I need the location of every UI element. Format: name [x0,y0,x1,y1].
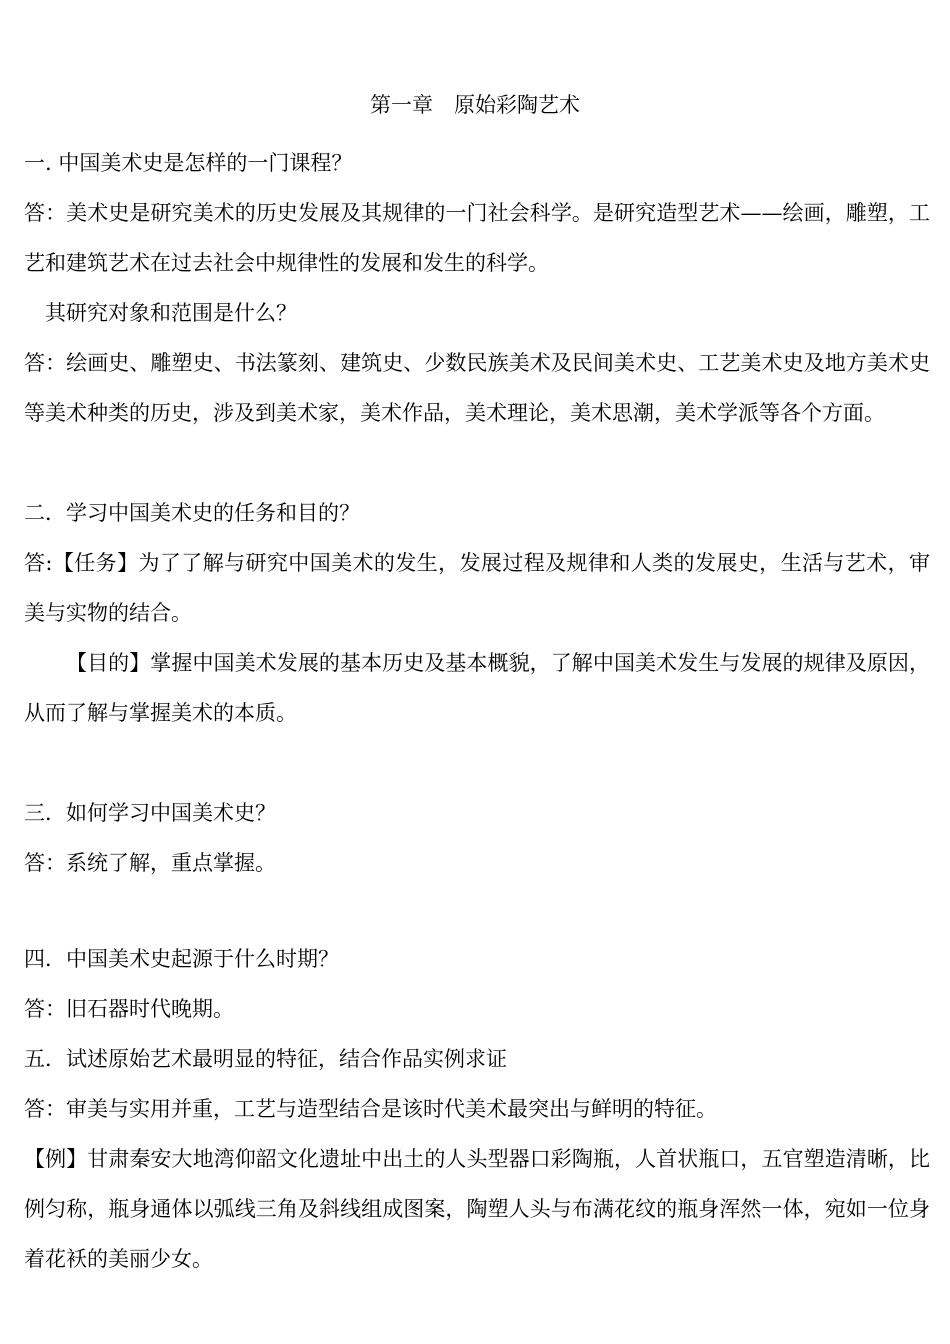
paragraph-gap [24,738,930,788]
paragraph-gap [24,888,930,934]
chapter-title: 第一章 原始彩陶艺术 [370,93,580,117]
question-3: 三．如何学习中国美术史？ [24,801,276,825]
question-4: 四．中国美术史起源于什么时期？ [24,947,339,971]
answer-1: 答：美术史是研究美术的历史发展及其规律的一门社会科学。是研究造型艺术——绘画，雕塑，工艺和建筑艺术在过去社会中规律性的发展和发生的科学。 [24,201,930,275]
answer-5-example: 【例】甘肃秦安大地湾仰韶文化遗址中出土的人头型器口彩陶瓶，人首状瓶口，五官塑造清晰，比例匀称，瓶身通体以弧线三角及斜线组成图案，陶塑人头与布满花纹的瓶身浑然一体，宛如一位身着花袄的美丽少女。 [24,1147,930,1271]
answer-4: 答：旧石器时代晚期。 [24,997,234,1021]
question-1: 一. 中国美术史是怎样的一门课程？ [24,151,353,175]
document-body [24,138,930,1284]
answer-3: 答：系统了解，重点掌握。 [24,851,276,875]
answer-1-sub: 答：绘画史、雕塑史、书法篆刻、建筑史、少数民族美术及民间美术史、工艺美术史及地方美术史等美术种类的历史，涉及到美术家，美术作品，美术理论，美术思潮，美术学派等各个方面。 [24,351,930,425]
question-5: 五．试述原始艺术最明显的特征，结合作品实例求证 [24,1047,507,1071]
question-2: 二．学习中国美术史的任务和目的？ [24,501,360,525]
question-1-sub: 其研究对象和范围是什么？ [45,301,297,325]
paragraph-gap [24,438,930,488]
answer-2-purpose: 【目的】掌握中国美术发展的基本历史及基本概貌，了解中国美术发生与发展的规律及原因，从而了解与掌握美术的本质。 [24,651,930,725]
answer-2: 答:【任务】为了了解与研究中国美术的发生，发展过程及规律和人类的发展史，生活与艺术，审美与实物的结合。 [24,551,930,625]
answer-5: 答：审美与实用并重，工艺与造型结合是该时代美术最突出与鲜明的特征。 [24,1097,717,1121]
